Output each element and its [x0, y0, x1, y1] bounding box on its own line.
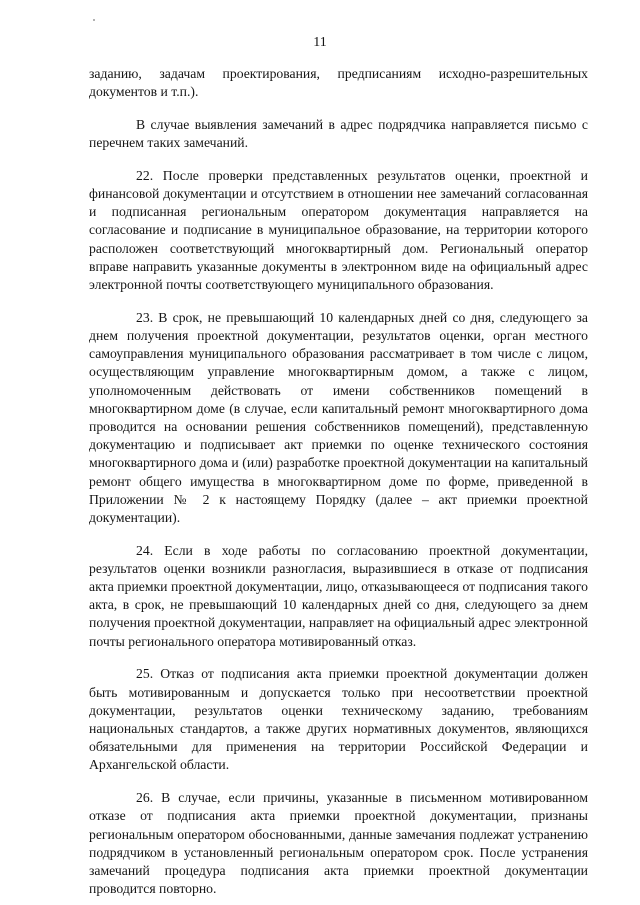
paragraph-26: 26. В случае, если причины, указанные в письменном мотивированном отказе от подписания акта приемки проектной документации, признаны региональным оператором обоснованными, данные замечания подлежат устранению подрядчиком в установленный региональным оператором срок. После устранения замечаний процедура подписания акта приемки проектной документации проводится повторно.: [89, 790, 588, 897]
scan-speck: [93, 19, 95, 21]
paragraph-22: 22. После проверки представленных результатов оценки, проектной и финансовой документации и отсутствием в отношении нее замечаний согласованная и подписанная региональным оператором документация направляется на согласование и подписание в муниципальное образование, на территории которого расположен соответствующий многоквартирный дом. Региональный оператор вправе направить указанные документы в электронном виде на официальный адрес электронной почты соответствующего муниципального образования.: [89, 167, 588, 293]
paragraph-continuation: заданию, задачам проектирования, предписаниям исходно-разрешительных документов и т.п.).: [89, 66, 588, 100]
paragraph-24: 24. Если в ходе работы по согласованию проектной документации, результатов оценки возникли разногласия, выразившиеся в отказе от подписания акта приемки проектной документации, лицо, отказывающееся от подписания такого акта, в срок, не превышающий 10 календарных дней со дня, следующего за днем получения проектной документации, направляет на официальный адрес электронной почты регионального оператора мотивированный отказ.: [89, 542, 588, 649]
paragraph-remarks-letter: В случае выявления замечаний в адрес подрядчика направляется письмо с перечнем таких замечаний.: [89, 116, 588, 151]
page-body: [89, 65, 588, 898]
page-number: 11: [313, 35, 327, 50]
paragraph-25: 25. Отказ от подписания акта приемки проектной документации должен быть мотивированным и допускается только при несоответствии проектной документации, результатов оценки техническому заданию, требованиям национальных стандартов, а также других нормативных документов, являющихся обязательными для применения на территории Российской Федерации и Архангельской области.: [89, 666, 588, 773]
paragraph-23: 23. В срок, не превышающий 10 календарных дней со дня, следующего за днем получения проектной документации, результатов оценки, орган местного самоуправления муниципального образования рассматривает в том числе с лицом, осуществляющим управление многоквартирным домом, а также с лицом, уполномоченным действовать от имени собственников помещений в многоквартирном доме (в случае, если капитальный ремонт многоквартирного дома проводится на основании решения собственников помещений), представленную документацию и подписывает акт приемки по оценке технического состояния многоквартирного дома и (или) разработке проектной документации на капитальный ремонт общего имущества в многоквартирном доме по форме, приведенной в Приложении № 2 к настоящему Порядку (далее – акт приемки проектной документации).: [89, 309, 588, 525]
